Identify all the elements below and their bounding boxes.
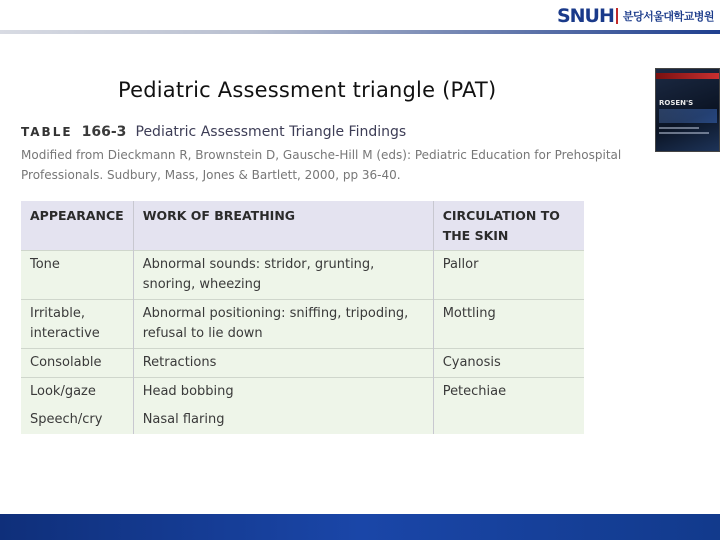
cell-appearance: Consolable — [21, 349, 133, 378]
caption-label: TABLE — [21, 125, 73, 139]
cell-work-of-breathing: Nasal flaring — [133, 406, 433, 434]
header-circulation: CIRCULATION TO THE SKIN — [433, 201, 584, 251]
header-work-of-breathing: WORK OF BREATHING — [133, 201, 433, 251]
logo-snuh: SNUH — [556, 5, 614, 27]
cell-work-of-breathing: Retractions — [133, 349, 433, 378]
book-cover-image — [655, 68, 720, 152]
slide-title: Pediatric Assessment triangle (PAT) — [118, 78, 497, 102]
cell-circulation: Cyanosis — [433, 349, 584, 378]
cell-appearance: Look/gaze — [21, 378, 133, 407]
cell-appearance: Irritable, interactive — [21, 300, 133, 349]
table-header-row — [21, 201, 584, 251]
cell-work-of-breathing: Head bobbing — [133, 378, 433, 407]
cell-circulation: Petechiae — [433, 378, 584, 407]
header-divider — [0, 30, 720, 34]
logo-separator — [616, 8, 618, 24]
caption-title: Pediatric Assessment Triangle Findings — [135, 124, 407, 140]
cell-appearance: Tone — [21, 251, 133, 300]
caption-source: Modified from Dieckmann R, Brownstein D, Gausche-Hill M (eds): Pediatric Education for Prehospital Professionals. Sudbury, Mass, Jones & Bartlett, 2000, pp 36-40. — [21, 148, 622, 182]
cover-line — [659, 132, 709, 134]
cover-band — [656, 73, 719, 79]
table-row — [21, 300, 584, 349]
table-row — [21, 378, 584, 407]
cell-appearance: Speech/cry — [21, 406, 133, 434]
table-row — [21, 251, 584, 300]
table-row — [21, 349, 584, 378]
cell-circulation: Mottling — [433, 300, 584, 349]
table-caption — [21, 121, 406, 140]
hospital-logo — [557, 5, 714, 27]
header-appearance: APPEARANCE — [21, 201, 133, 251]
cell-circulation — [433, 406, 584, 434]
footer-bar — [0, 514, 720, 540]
logo-hospital-name: 분당서울대학교병원 — [622, 10, 714, 23]
caption-number: 166-3 — [81, 124, 127, 140]
cover-line — [659, 127, 699, 129]
cover-graphic — [659, 109, 717, 123]
cell-work-of-breathing: Abnormal positioning: sniffing, tripoding, refusal to lie down — [133, 300, 433, 349]
cover-title: ROSEN'S — [659, 99, 694, 107]
cell-work-of-breathing: Abnormal sounds: stridor, grunting, snoring, wheezing — [133, 251, 433, 300]
pat-findings-table — [21, 201, 584, 434]
table-row — [21, 406, 584, 434]
cell-circulation: Pallor — [433, 251, 584, 300]
